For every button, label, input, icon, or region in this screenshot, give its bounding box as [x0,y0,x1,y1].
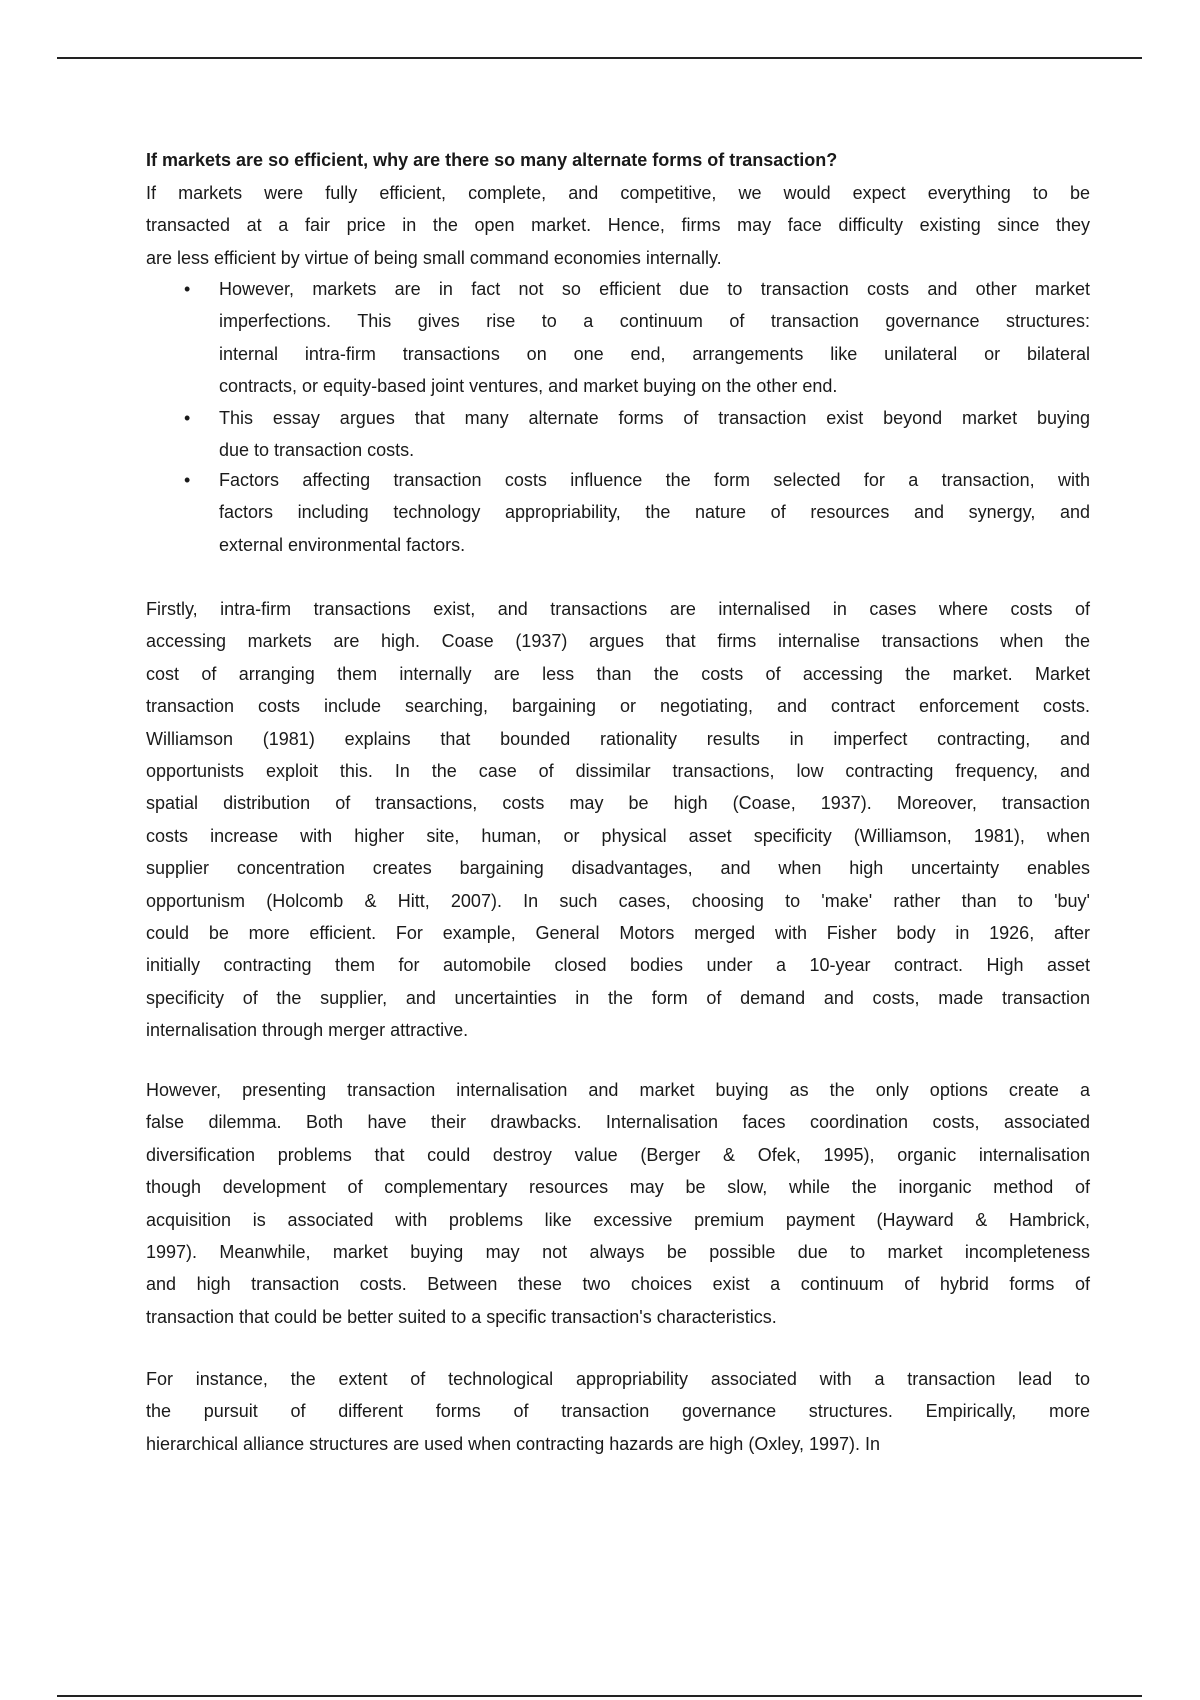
text-line: opportunism (Holcomb & Hitt, 2007). In such cases, choosing to 'make' rather than to 'buy' [146,890,1090,911]
text-line: false dilemma. Both have their drawbacks. Internalisation faces coordination costs, associated [146,1112,1090,1133]
text-line: and high transaction costs. Between these two choices exist a continuum of hybrid forms of [146,1274,1090,1295]
bullet-item [146,464,1090,561]
text-line: accessing markets are high. Coase (1937) argues that firms internalise transactions when the [146,631,1090,652]
text-line: For instance, the extent of technological appropriability associated with a transaction lead to [146,1369,1090,1389]
text-line: transacted at a fair price in the open market. Hence, firms may face difficulty existing since they [146,215,1090,236]
text-line: costs increase with higher site, human, or physical asset specificity (Williamson, 1981), when [146,825,1090,846]
text-line: factors including technology appropriability, the nature of resources and synergy, and [219,502,1090,523]
text-line: spatial distribution of transactions, costs may be high (Coase, 1937). Moreover, transaction [146,793,1090,814]
text-line: hierarchical alliance structures are used when contracting hazards are high (Oxley, 1997). In [146,1433,881,1454]
text-line: acquisition is associated with problems like excessive premium payment (Hayward & Hambrick, [146,1209,1090,1230]
bullet-icon: • [184,279,191,299]
text-line: transaction that could be better suited to a specific transaction's characteristics. [146,1306,777,1327]
text-line: diversification problems that could destroy value (Berger & Ofek, 1995), organic internalisation [146,1144,1090,1165]
paragraph-internalisation [146,593,1090,1046]
text-line: due to transaction costs. [219,440,415,461]
text-line: external environmental factors. [219,534,466,555]
essay-title: If markets are so efficient, why are there so many alternate forms of transaction? [146,150,838,170]
text-line: Firstly, intra-firm transactions exist, and transactions are internalised in cases where costs of [146,599,1090,619]
text-line: could be more efficient. For example, General Motors merged with Fisher body in 1926, after [146,922,1090,943]
paragraph-appropriability [146,1363,1090,1460]
bullet-text [219,273,1090,403]
text-line: Factors affecting transaction costs influence the form selected for a transaction, with [219,470,1090,490]
text-line: are less efficient by virtue of being small command economies internally. [146,247,722,268]
bullet-text [219,464,1090,561]
text-line: internalisation through merger attractive. [146,1020,469,1041]
header-rule [57,57,1142,59]
text-line: internal intra-firm transactions on one end, arrangements like unilateral or bilateral [219,343,1090,364]
text-line: cost of arranging them internally are less than the costs of accessing the market. Market [146,663,1090,684]
text-line: specificity of the supplier, and uncertainties in the form of demand and costs, made transaction [146,987,1090,1008]
paragraph-false-dilemma [146,1074,1090,1333]
text-line: transaction costs include searching, bargaining or negotiating, and contract enforcement costs. [146,696,1090,717]
footer-rule [57,1695,1142,1697]
text-line: the pursuit of different forms of transaction governance structures. Empirically, more [146,1401,1090,1422]
intro-paragraph [146,177,1090,274]
text-line: This essay argues that many alternate forms of transaction exist beyond market buying [219,408,1090,428]
text-line: supplier concentration creates bargaining disadvantages, and when high uncertainty enables [146,858,1090,879]
bullet-icon: • [184,470,191,490]
text-line: though development of complementary resources may be slow, while the inorganic method of [146,1177,1090,1198]
text-line: opportunists exploit this. In the case of dissimilar transactions, low contracting frequency, and [146,760,1090,781]
text-line: 1997). Meanwhile, market buying may not always be possible due to market incompleteness [146,1241,1090,1262]
bullet-item [146,273,1090,403]
text-line: initially contracting them for automobile closed bodies under a 10-year contract. High asset [146,955,1090,976]
text-line: However, presenting transaction internalisation and market buying as the only options create a [146,1080,1090,1100]
bullet-text [219,402,1090,467]
text-line: contracts, or equity-based joint ventures, and market buying on the other end. [219,376,838,397]
text-line: However, markets are in fact not so efficient due to transaction costs and other market [219,279,1090,299]
text-line: imperfections. This gives rise to a continuum of transaction governance structures: [219,311,1090,332]
bullet-item [146,402,1090,467]
bullet-icon: • [184,408,191,428]
essay-title-block [146,144,1090,176]
text-line: If markets were fully efficient, complete, and competitive, we would expect everything to be [146,183,1090,203]
text-line: Williamson (1981) explains that bounded rationality results in imperfect contracting, and [146,728,1090,749]
